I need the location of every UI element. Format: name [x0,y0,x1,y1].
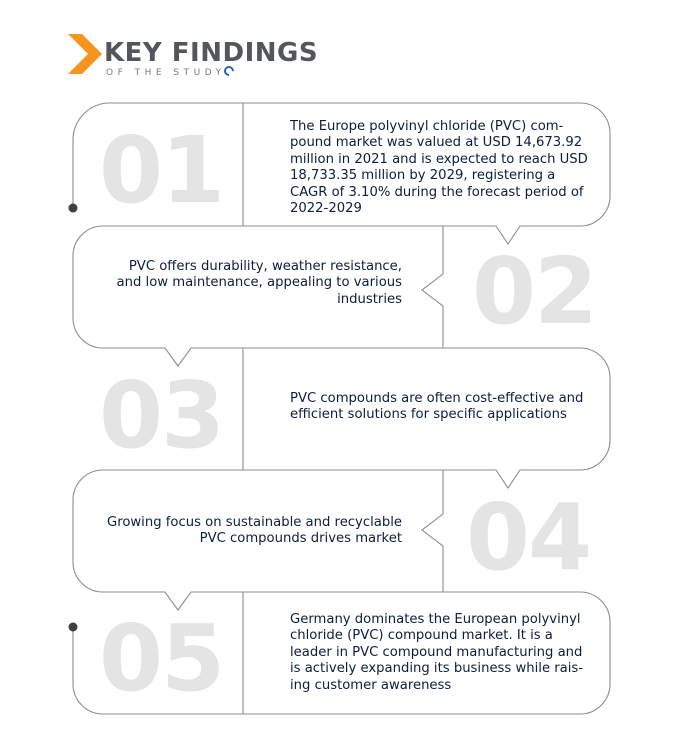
page-subtitle: OF THE STUDY [106,66,234,78]
finding-number-04: 04 [466,484,591,591]
page-title: KEY FINDINGS [104,38,319,68]
bullet-dot-05 [69,623,78,632]
finding-number-05: 05 [99,605,224,712]
finding-text-05: Germany dominates the European polyvinyl chloride (PVC) compound market. It is a leader in PVC compound manufacturing and is actively expanding its business while rais-ing customer awareness [290,612,584,693]
finding-text-01: The Europe polyvinyl chloride (PVC) com-pound market was valued at USD 14,673.92 million in 2021 and is expected to reach USD 18,733.35 million by 2029, registering a CAGR of 3.10% during the forecast period of 2022-2029 [290,119,588,217]
finding-number-02: 02 [472,238,597,345]
finding-number-03: 03 [99,362,224,469]
finding-text-03: PVC compounds are often cost-effective and efficient solutions for specific applications [290,391,584,423]
finding-text-04: Growing focus on sustainable and recyclable PVC compounds drives market [106,515,402,547]
bullet-dot-01 [69,204,78,213]
finding-text-02: PVC offers durability, weather resistance, and low maintenance, appealing to various industries [116,259,402,307]
finding-number-01: 01 [99,117,224,224]
